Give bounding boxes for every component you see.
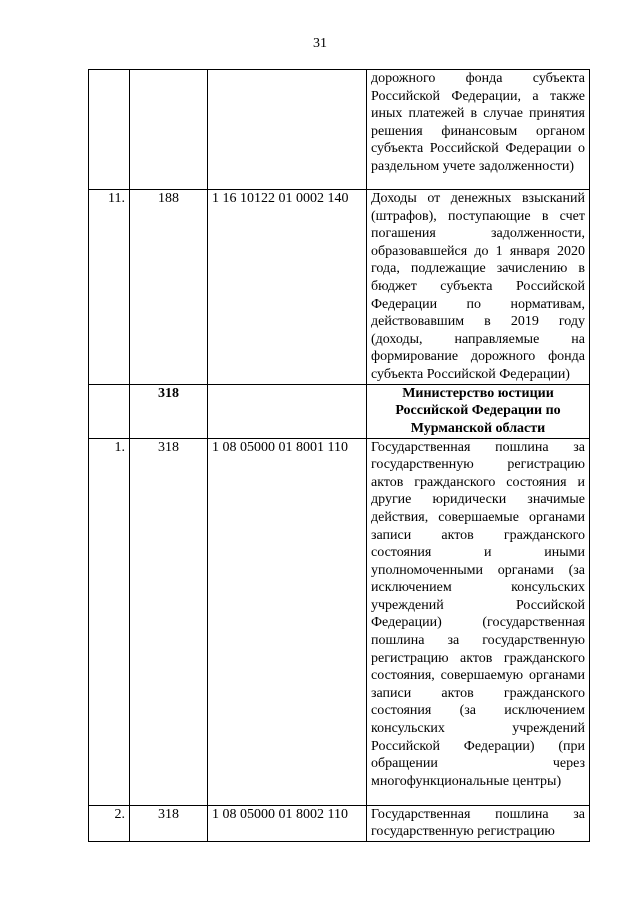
budget-code-cell [208,70,367,190]
administrator-code-cell [130,70,208,190]
row-number-cell: 1. [89,438,130,805]
row-number-cell: 2. [89,805,130,841]
description-cell [367,438,590,805]
description-text: дорожного фонда субъекта Российской Федерации, а также иных платежей в случае принятия решения финансовым органом субъекта Российской Федерации о раздельном учете задолженности) [371,71,585,174]
administrator-code-cell: 188 [130,190,208,385]
budget-code-cell: 1 16 10122 01 0002 140 [208,190,367,385]
row-number-cell [89,70,130,190]
table-row [89,70,590,190]
table-row [89,805,590,841]
description-cell [367,805,590,841]
row-number-cell [89,384,130,438]
description-cell [367,70,590,190]
description-text: Государственная пошлина за государственную регистрацию [371,806,585,840]
page-number: 31 [313,36,327,51]
budget-code-cell: 1 08 05000 01 8002 110 [208,805,367,841]
description-text: Государственная пошлина за государственную регистрацию актов гражданского состояния и другие юридически значимые действия, совершаемые органами записи актов гражданского состояния и иными уполномоченными органами (за исключением консульских учреждений Российской Федерации) (государственная пошлина за государственную регистрацию актов гражданского состояния, совершаемую органами записи актов гражданского состояния (за исключением консульских учреждений Российской Федерации) (при обращении через многофункциональные центры) [371,439,585,789]
table-row [89,438,590,805]
section-heading-cell: Министерство юстиции Российской Федерации по Мурманской области [367,384,590,438]
administrator-code-cell: 318 [130,384,208,438]
administrator-code-cell: 318 [130,438,208,805]
description-text: Доходы от денежных взысканий (штрафов), поступающие в счет погашения задолженности, образовавшейся до 1 января 2020 года, подлежащие зачислению в бюджет субъекта Российской Федерации по нормативам, действовавшим в 2019 году (доходы, направляемые на формирование дорожного фонда субъекта Российской Федерации) [371,191,585,382]
description-cell [367,190,590,385]
table-row [89,190,590,385]
budget-code-cell [208,384,367,438]
table-row [89,384,590,438]
row-number-cell: 11. [89,190,130,385]
budget-code-cell: 1 08 05000 01 8001 110 [208,438,367,805]
revenue-classification-table [88,69,590,842]
administrator-code-cell: 318 [130,805,208,841]
